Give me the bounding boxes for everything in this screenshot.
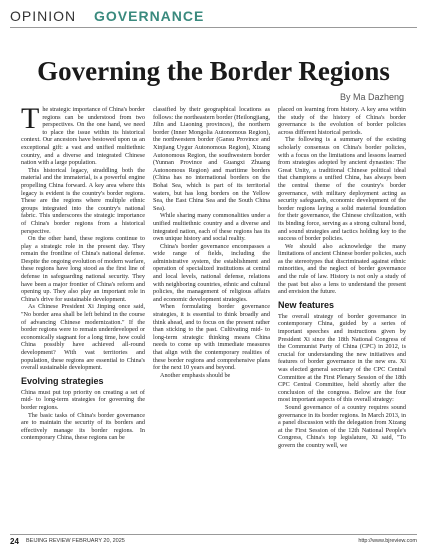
page-number: 24 bbox=[10, 537, 19, 546]
paragraph: As Chinese President Xi Jinping once said, "No border area shall be left behind in the course of advancing Chinese modernization." If the border regions were to remain underdeveloped or economically stagnant for a long time, how could China possibly have achieved all-round development? With vast territories and population, these regions are essential to China's overall sustainable development. bbox=[21, 303, 145, 372]
paragraph: Another emphasis should be bbox=[160, 371, 231, 379]
paragraph: On the other hand, these regions continue to play a strategic role in the present day. They remain the frontline of China's national defense. Despite the ongoing evolution of modern warfare, these regions have long stood as the first line of defense in safeguarding national security. They have been a major frontier of China's reform and opening up. They also play an important role in China's drive for sustainable development. bbox=[21, 235, 145, 303]
page-footer bbox=[10, 534, 417, 548]
section-label: OPINION bbox=[10, 8, 77, 24]
paragraph: placed on learning from history. A key area within the study of the history of China's border governance is the evolution of border policies across different historical periods. bbox=[278, 106, 406, 136]
article-column-3 bbox=[278, 106, 406, 528]
paragraph: The basic tasks of China's border governance are to maintain the security of its borders and effectively manage its border regions. In contemporary China, these regions can be bbox=[21, 411, 145, 442]
publication-date: BEIJING REVIEW FEBRUARY 20, 2025 bbox=[26, 538, 125, 544]
section-header bbox=[10, 6, 417, 26]
header-divider bbox=[10, 27, 417, 28]
section-subject: GOVERNANCE bbox=[94, 8, 205, 24]
subheading: New features bbox=[278, 299, 335, 310]
paragraph: While sharing many commonalities under a unified multiethnic country and a diverse and integrated nation, each of these regions has its own unique history and social reality. bbox=[153, 212, 270, 243]
paragraph: Sound governance of a country requires sound governance in its border regions. In March 2013, in a panel discussion with the delegation from Xizang at the First Session of the 12th National People's Congress, China's top legislature, Xi said, "To govern the country well, we bbox=[278, 403, 406, 449]
paragraph: The strategic importance of China's border regions can be understood from two perspectives. On the one hand, we need to place the issue within its historical context. Our ancestors have bestowed upon us an exceptional gift: a vast and unified multiethnic country, and a diverse and integrated Chinese nation with a large population. bbox=[21, 106, 145, 167]
paragraph: When formulating border governance strategies, it is essential to think broadly and think ahead, and to focus on the present rather than sticking to the past. Cultivating mid- to long-term strategic thinking means China needs to come up with immediate measures that align with the contemporary realities of these border regions and comprehensive plans for the next 10 years and beyond. bbox=[153, 303, 270, 372]
paragraph: The following is a summary of the existing scholarly consensus on China's border policies, with a focus on the limitations and lessons learned from strategies adopted by ancient dynasties: The Great Unity, a traditional Chinese political ideal that champions a unified China, has always been the central theme of the country's border governance, with military deployment acting as security safeguards, economic development of the border regions laying a solid material foundation for their governance, the Chinese civilization, with its binding force, serving as a strong cultural bond, and sound strategies and tactics holding key to the success of border policies. bbox=[278, 136, 406, 243]
drop-cap: T bbox=[21, 106, 40, 135]
website-url: http://www.bjreview.com bbox=[358, 538, 417, 544]
paragraph: China's border governance encompasses a wide range of fields, including the administrative system, the establishment and operation of specialized institutions at central and local levels, national defense, relations with neighboring countries, ethnic and cultural policies, the management of religious affairs and economic development strategies. bbox=[153, 242, 270, 303]
paragraph: classified by their geographical locations as follows: the northeastern border (Heilongjiang, Jilin and Liaoning provinces), the northern border (Inner Mongolia Autonomous Region), the northwestern border (Gansu Province and Xinjiang Uygur Autonomous Region), Xizang Autonomous Region, the southwestern border (Yunnan Province and Guangxi Zhuang Autonomous Region) and maritime borders (China has no international borders on the Bohai Sea, which is part of its territorial waters, but has long borders on the Yellow Sea, the East China Sea and the South China Sea). bbox=[153, 106, 270, 212]
article-column-1 bbox=[21, 106, 145, 528]
paragraph: The overall strategy of border governance in contemporary China, guided by a series of important speeches and instructions given by President Xi since the 18th National Congress of the Communist Party of China (CPC) in 2012, is crucial for understanding the new initiatives and features of border governance in the new era. Xi was elected general secretary of the CPC Central Committee at the First Plenary Session of the 18th CPC Central Committee, held shortly after the conclusion of the congress. Below are the four most important aspects of this overall strategy: bbox=[278, 312, 406, 404]
subheading: Evolving strategies bbox=[21, 375, 104, 386]
paragraph: China must put top priority on creating a set of mid- to long-term strategies for governing the border regions. bbox=[21, 388, 145, 411]
paragraph: This historical legacy, straddling both the material and the immaterial, is a powerful engine propelling China forward. A key area where this legacy is evident is the country's border regions. These are the regions where multiple ethnic groups integrated into the country's national fabric. This underscores the strategic importance of China's border regions from a historical perspective. bbox=[21, 166, 145, 235]
article-headline: Governing the Border Regions bbox=[37, 56, 390, 86]
paragraph: We should also acknowledge the many limitations of ancient Chinese border policies, such as the stereotypes that discriminated against ethnic minorities, and the neglect of border governance and the rule of law. History is not only a study of the past but also a lens to understand the present and envision the future. bbox=[278, 242, 406, 296]
byline: By Ma Dazheng bbox=[339, 92, 404, 102]
article-column-2 bbox=[153, 106, 270, 528]
